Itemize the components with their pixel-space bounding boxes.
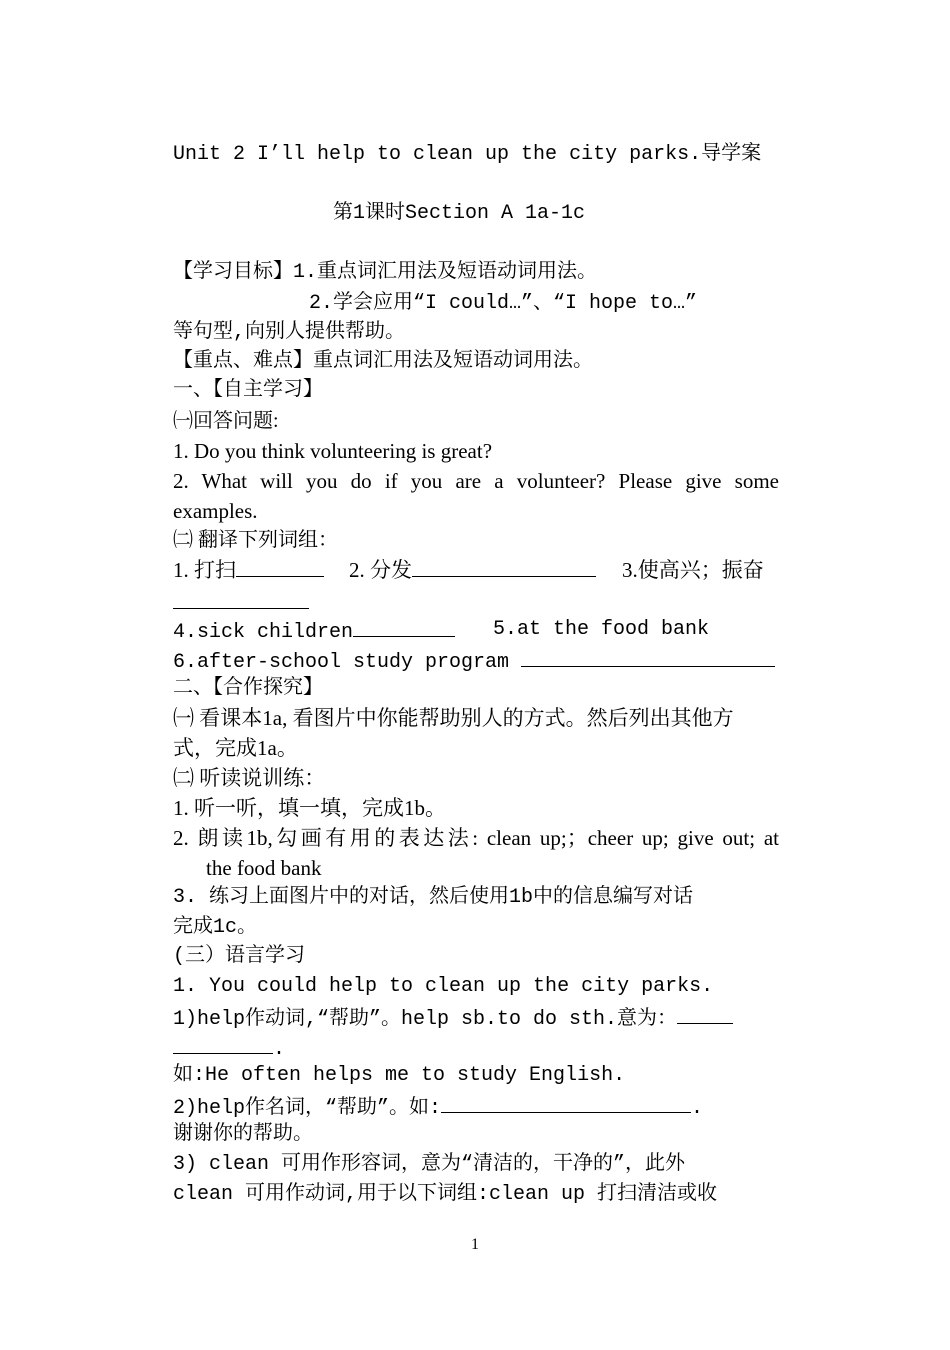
translate-item-6-label: 6.after-school study program — [173, 651, 522, 674]
blank-3[interactable] — [173, 588, 309, 609]
translate-item-6 — [173, 646, 775, 677]
part3-line-2-continued — [173, 1033, 285, 1064]
part3-line-4-text: 2)help作名词，“帮助”。如: — [173, 1097, 442, 1120]
period-2: . — [691, 1097, 704, 1120]
question-2-line-1: 2. What will you do if you are a volunteer? Please give some — [173, 469, 779, 493]
part3-line-2-text: 1)help作动词,“帮助”。help sb.to do sth.意为： — [173, 1008, 678, 1031]
part2-s2: ㈡ 听读说训练： — [173, 766, 326, 790]
part3-line-1: 1. You could help to clean up the city parks. — [173, 975, 714, 998]
blank-4[interactable] — [353, 616, 455, 637]
translate-item-4-label: 4.sick children — [173, 621, 354, 644]
part2-heading: 二、【合作探究】 — [173, 677, 323, 700]
part3-line-2 — [173, 1003, 733, 1034]
period-1: . — [273, 1038, 286, 1061]
blank-1[interactable] — [236, 556, 324, 577]
part2-s1-line-2: 式，完成1a。 — [173, 736, 298, 760]
part3-line-3: 如:He often helps me to study English. — [173, 1064, 626, 1087]
translate-item-3-label: 3.使高兴；振奋 — [622, 558, 764, 582]
part2-s1-line-1: ㈠ 看课本1a, 看图片中你能帮助别人的方式。然后列出其他方 — [173, 706, 734, 730]
part3-line-6: 3) clean 可用作形容词，意为“清洁的，干净的”，此外 — [173, 1153, 686, 1176]
page-number: 1 — [471, 1236, 479, 1253]
translate-item-5: 5.at the food bank — [493, 618, 710, 641]
keypoints-text: 重点词汇用法及短语动词用法。 — [313, 350, 593, 373]
keypoints-label: 【重点、难点】 — [173, 350, 313, 373]
translate-item-1 — [173, 556, 324, 584]
part1-sub1: ㈠回答问题: — [173, 410, 279, 432]
question-2-line-2: examples. — [173, 499, 258, 523]
part3-line-7: clean 可用作动词,用于以下词组:clean up 打扫清洁或收 — [173, 1183, 718, 1206]
part3-line-4 — [173, 1092, 703, 1123]
part1-sub2: ㈡ 翻译下列词组： — [173, 529, 338, 551]
translate-item-2-label: 2. 分发 — [349, 558, 412, 582]
part1-heading: 一、【自主学习】 — [173, 379, 323, 402]
translate-item-1-label: 1. 打扫 — [173, 558, 236, 582]
objective-2: 2.学会应用“I could…”、“I hope to…” — [309, 292, 698, 315]
blank-help-noun[interactable] — [441, 1092, 691, 1113]
translate-item-2 — [349, 556, 596, 584]
blank-help-meaning-b[interactable] — [173, 1033, 273, 1054]
objectives-line-1 — [173, 259, 597, 287]
question-1: 1. Do you think volunteering is great? — [173, 439, 493, 463]
part2-s2-3-line-1: 3. 练习上面图片中的对话，然后使用1b中的信息编写对话 — [173, 886, 694, 909]
part2-s2-3-line-2: 完成1c。 — [173, 916, 258, 939]
objective-2-continued: 等句型,向别人提供帮助。 — [173, 321, 406, 344]
part3-heading: (三）语言学习 — [173, 945, 306, 968]
part2-s2-2-line-1: 2. 朗读1b,勾画有用的表达法: clean up;；cheer up; give out; at — [173, 826, 779, 850]
blank-help-meaning-a[interactable] — [677, 1003, 733, 1024]
objectives-label: 【学习目标】 — [173, 261, 293, 284]
part2-s2-2-line-2: the food bank — [206, 856, 322, 880]
document-title: Unit 2 I’ll help to clean up the city parks.导学案 — [173, 143, 762, 166]
translate-item-4 — [173, 616, 455, 647]
blank-6[interactable] — [521, 646, 775, 667]
objective-1: 1.重点词汇用法及短语动词用法。 — [293, 261, 598, 284]
keypoints-line — [173, 348, 593, 376]
blank-2[interactable] — [412, 556, 596, 577]
lesson-subtitle: 第1课时Section A 1a-1c — [333, 202, 586, 225]
part2-s2-1: 1. 听一听，填一填，完成1b。 — [173, 796, 446, 820]
part3-line-5: 谢谢你的帮助。 — [173, 1123, 313, 1146]
